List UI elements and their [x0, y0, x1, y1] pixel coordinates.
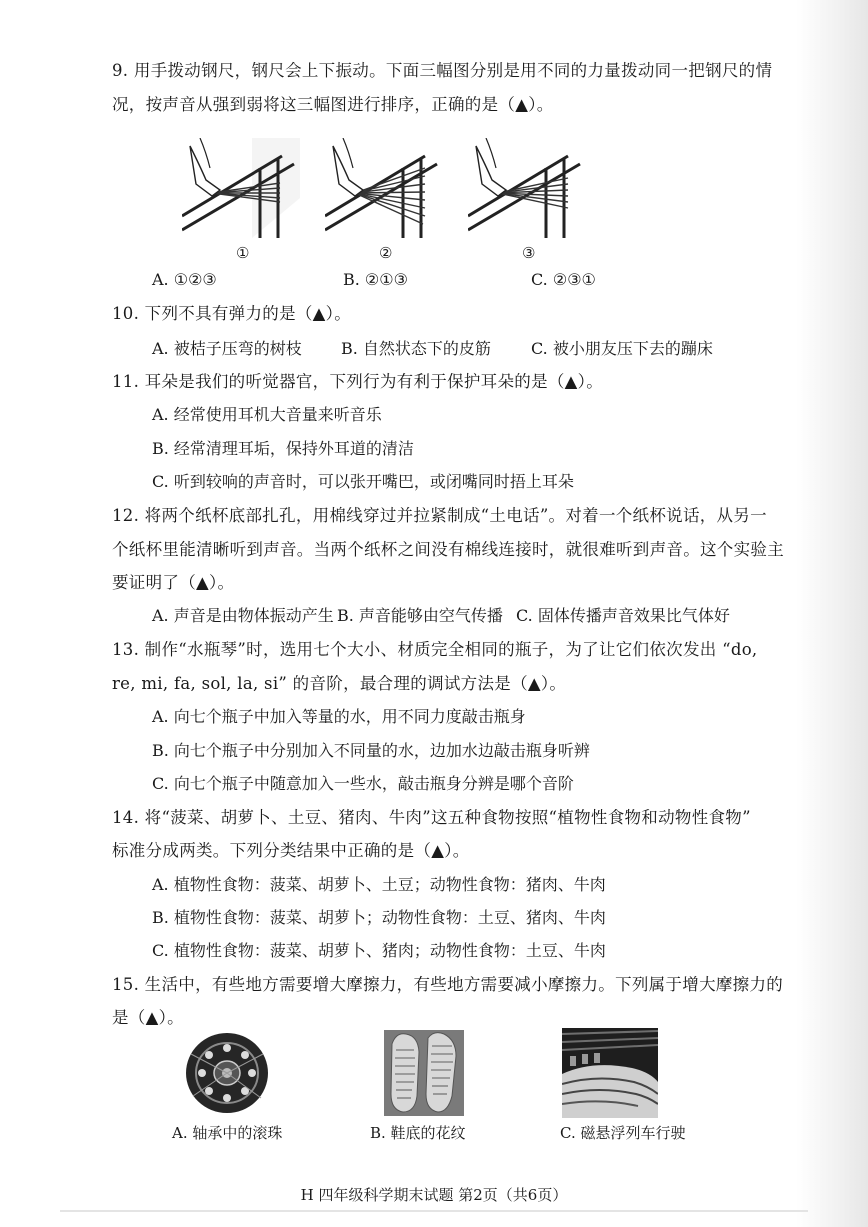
q10-option-c: C. 被小朋友压下去的蹦床: [531, 339, 713, 358]
q12-stem-line2: 个纸杯里能清晰听到声音。当两个纸杯之间没有棉线连接时，就很难听到声音。这个实验主: [112, 540, 784, 559]
q10-stem: 10. 下列不具有弹力的是（▲）。: [112, 304, 352, 323]
figure-label-2: ②: [379, 244, 393, 262]
q11-stem: 11. 耳朵是我们的听觉器官，下列行为有利于保护耳朵的是（▲）。: [112, 372, 604, 391]
steel-ruler-figure-2: [325, 138, 443, 238]
q9-option-a: A. ①②③: [152, 270, 217, 289]
page-bottom-edge: [60, 1210, 808, 1212]
q9-stem-line2: 况，按声音从强到弱将这三幅图进行排序，正确的是（▲）。: [112, 95, 554, 114]
q13-option-c: C. 向七个瓶子中随意加入一些水，敲击瓶身分辨是哪个音阶: [152, 774, 574, 793]
q9-option-b: B. ②①③: [343, 270, 408, 289]
q14-option-a: A. 植物性食物：菠菜、胡萝卜、土豆；动物性食物：猪肉、牛肉: [152, 875, 606, 894]
q13-option-a: A. 向七个瓶子中加入等量的水，用不同力度敲击瓶身: [152, 707, 526, 726]
q15-stem-line2: 是（▲）。: [112, 1008, 184, 1027]
page-footer: H 四年级科学期末试题 第2页（共6页）: [300, 1186, 568, 1204]
q15-caption-c: C. 磁悬浮列车行驶: [560, 1124, 686, 1142]
maglev-train-photo: [562, 1028, 658, 1118]
q12-option-a: A. 声音是由物体振动产生: [152, 606, 334, 625]
bearing-balls-photo: [185, 1032, 269, 1114]
q12-stem-line3: 要证明了（▲）。: [112, 573, 235, 592]
q13-option-b: B. 向七个瓶子中分别加入不同量的水，边加水边敲击瓶身听辨: [152, 741, 590, 760]
q14-stem-line1: 14. 将“菠菜、胡萝卜、土豆、猪肉、牛肉”这五种食物按照“植物性食物和动物性食物”: [112, 808, 751, 827]
q15-caption-a: A. 轴承中的滚珠: [172, 1124, 283, 1142]
q15-caption-b: B. 鞋底的花纹: [370, 1124, 466, 1142]
q13-stem-line1: 13. 制作“水瓶琴”时，选用七个大小、材质完全相同的瓶子，为了让它们依次发出 “do,: [112, 640, 758, 659]
steel-ruler-figure-3: [468, 138, 586, 238]
q15-stem-line1: 15. 生活中，有些地方需要增大摩擦力，有些地方需要减小摩擦力。下列属于增大摩擦力的: [112, 975, 784, 994]
shoe-sole-photo: [384, 1030, 464, 1116]
q13-stem-line2: re, mi, fa, sol, la, si” 的音阶，最合理的调试方法是（▲）。: [112, 674, 567, 693]
q11-option-c: C. 听到较响的声音时，可以张开嘴巴，或闭嘴同时捂上耳朵: [152, 472, 574, 491]
q9-stem-line1: 9. 用手拨动钢尺，钢尺会上下振动。下面三幅图分别是用不同的力量拨动同一把钢尺的情: [112, 61, 773, 80]
q12-option-b: B. 声音能够由空气传播: [337, 606, 503, 625]
steel-ruler-figure-1: [182, 138, 300, 238]
q10-option-b: B. 自然状态下的皮筋: [341, 339, 491, 358]
q14-option-c: C. 植物性食物：菠菜、胡萝卜、猪肉；动物性食物：土豆、牛肉: [152, 941, 606, 960]
q11-option-a: A. 经常使用耳机大音量来听音乐: [152, 405, 382, 424]
q10-option-a: A. 被桔子压弯的树枝: [152, 339, 302, 358]
q14-option-b: B. 植物性食物：菠菜、胡萝卜；动物性食物：土豆、猪肉、牛肉: [152, 908, 606, 927]
q14-stem-line2: 标准分成两类。下列分类结果中正确的是（▲）。: [112, 841, 470, 860]
q12-option-c: C. 固体传播声音效果比气体好: [516, 606, 730, 625]
q9-option-c: C. ②③①: [531, 270, 596, 289]
q11-option-b: B. 经常清理耳垢，保持外耳道的清洁: [152, 439, 414, 458]
q12-stem-line1: 12. 将两个纸杯底部扎孔，用棉线穿过并拉紧制成“土电话”。对着一个纸杯说话，从另一: [112, 506, 767, 525]
figure-label-3: ③: [522, 244, 536, 262]
figure-label-1: ①: [236, 244, 250, 262]
page-edge-shadow: [796, 0, 868, 1227]
